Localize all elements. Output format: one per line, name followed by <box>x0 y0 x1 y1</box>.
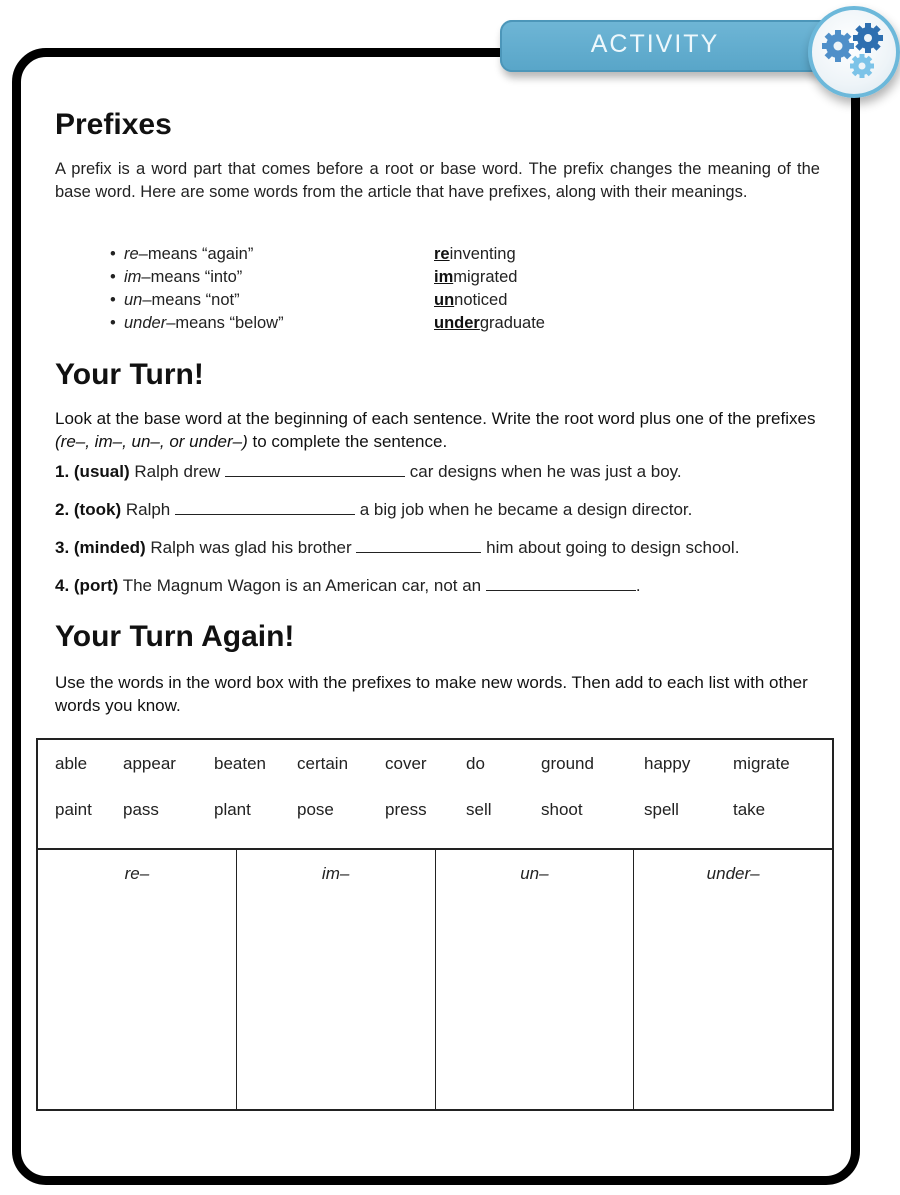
word-bank <box>38 740 832 850</box>
column-header: un– <box>520 864 549 883</box>
your-turn-instructions <box>55 408 825 453</box>
example-word <box>434 289 545 312</box>
answer-blank[interactable] <box>486 576 636 591</box>
intro-paragraph: A prefix is a word part that comes before a root or base word. The prefix changes the meaning of the base word. Here are some words from the article that have prefixes, along with their meanings. <box>55 160 820 201</box>
word: take <box>733 800 766 819</box>
prefix-meanings-list <box>110 243 284 335</box>
answer-blank[interactable] <box>356 538 481 553</box>
list-item: • under–means “below” <box>110 314 284 332</box>
sentence-text: Ralph was glad his brother <box>145 538 357 557</box>
column-header: re– <box>124 864 150 883</box>
prefix-underlined: im <box>434 268 454 286</box>
prefix: un <box>124 291 143 309</box>
sentence-1 <box>55 462 682 482</box>
word: spell <box>644 800 679 819</box>
sentence-3 <box>55 538 739 558</box>
sentence-text: a big job when he became a design director. <box>354 500 693 519</box>
sentence-text: car designs when he was just a boy. <box>405 462 682 481</box>
word: happy <box>644 754 691 773</box>
word-box <box>36 738 834 1111</box>
word: migrate <box>733 754 790 773</box>
word: appear <box>123 754 176 773</box>
word: ground <box>541 754 594 773</box>
word-rest: noticed <box>454 291 508 309</box>
gears-icon <box>808 6 900 98</box>
list-item: • im–means “into” <box>110 268 243 286</box>
activity-banner <box>500 20 840 72</box>
meaning: –means “not” <box>142 291 240 309</box>
word: do <box>466 754 485 773</box>
column-re[interactable] <box>38 848 237 1109</box>
word: shoot <box>541 800 583 819</box>
word: paint <box>55 800 92 819</box>
word: certain <box>297 754 349 773</box>
prefix: im <box>124 268 142 286</box>
sentence-number: 1. (usual) <box>55 462 130 481</box>
word: pose <box>297 800 334 819</box>
sentence-text: Ralph drew <box>129 462 226 481</box>
word-rest: inventing <box>449 245 516 263</box>
word: cover <box>385 754 427 773</box>
example-words-list <box>434 243 545 335</box>
word-rest: graduate <box>479 314 545 332</box>
prefix-underlined: un <box>434 291 455 309</box>
list-item: • un–means “not” <box>110 291 240 309</box>
prefix: under <box>124 314 167 332</box>
sentence-2 <box>55 500 692 520</box>
word: plant <box>214 800 251 819</box>
prefix-columns <box>38 848 832 1109</box>
example-word <box>434 243 545 266</box>
sentence-text: The Magnum Wagon is an American car, not an <box>118 576 486 595</box>
instr-text: Look at the base word at the beginning of each sentence. Write the root word plus one of the prefixes <box>55 409 816 428</box>
list-item: • re–means “again” <box>110 245 254 263</box>
column-header: im– <box>321 864 350 883</box>
sentence-text: Ralph <box>121 500 175 519</box>
column-under[interactable] <box>634 848 832 1109</box>
section-title-your-turn: Your Turn! <box>55 358 204 391</box>
prefix-underlined: under <box>434 314 480 332</box>
sentence-4 <box>55 576 641 596</box>
activity-label: ACTIVITY <box>590 30 720 58</box>
word: beaten <box>214 754 266 773</box>
answer-blank[interactable] <box>175 500 355 515</box>
sentence-number: 3. (minded) <box>55 538 146 557</box>
column-un[interactable] <box>436 848 635 1109</box>
sentence-text: him about going to design school. <box>481 538 740 557</box>
sentence-text: . <box>635 576 641 595</box>
section-title-your-turn-again: Your Turn Again! <box>55 620 295 653</box>
sentence-number: 2. (took) <box>55 500 122 519</box>
sentence-number: 4. (port) <box>55 576 119 595</box>
example-word <box>434 312 545 335</box>
meaning: –means “again” <box>138 245 254 263</box>
meaning: –means “below” <box>166 314 284 332</box>
answer-blank[interactable] <box>225 462 405 477</box>
word: pass <box>123 800 159 819</box>
example-word <box>434 266 545 289</box>
instr-text: to complete the sentence. <box>247 431 448 451</box>
word: press <box>385 800 427 819</box>
word-rest: migrated <box>453 268 518 286</box>
instr-prefixes: (re–, im–, un–, or under–) <box>55 431 248 451</box>
word: able <box>55 754 88 773</box>
your-turn-again-instructions: Use the words in the word box with the prefixes to make new words. Then add to each list with other words you know. <box>55 673 808 715</box>
word: sell <box>466 800 492 819</box>
meaning: –means “into” <box>141 268 243 286</box>
prefix-underlined: re <box>434 245 450 263</box>
column-header: under– <box>706 864 760 883</box>
prefix: re <box>124 245 139 263</box>
section-title-prefixes: Prefixes <box>55 108 172 141</box>
column-im[interactable] <box>237 848 436 1109</box>
